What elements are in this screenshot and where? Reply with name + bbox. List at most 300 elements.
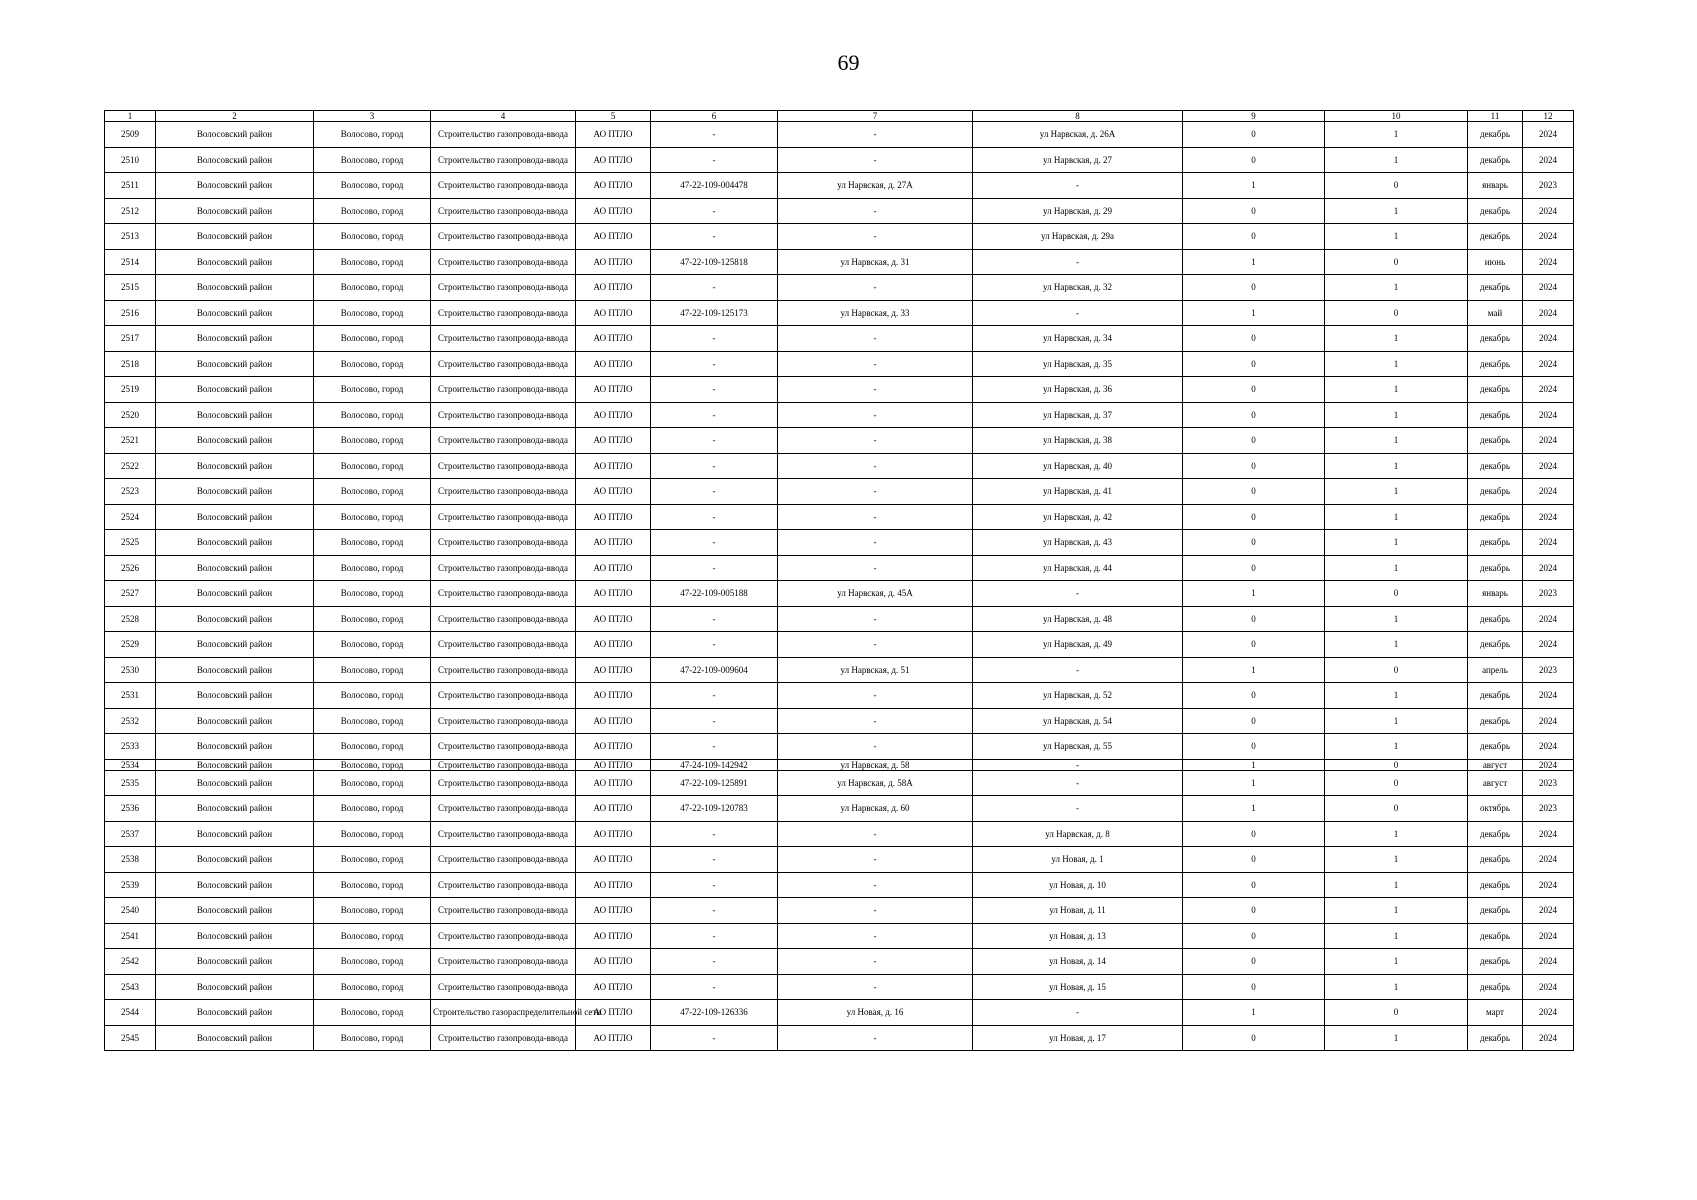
- cell-district: Волосовский район: [156, 377, 314, 403]
- cell-count-a: 1: [1183, 796, 1325, 822]
- cell-year: 2024: [1523, 1000, 1574, 1026]
- cell-settlement: Волосово, город: [314, 300, 431, 326]
- cell-count-a: 0: [1183, 949, 1325, 975]
- cell-object-address: -: [778, 147, 973, 173]
- cell-object-address: ул Нарвская, д. 58А: [778, 770, 973, 796]
- cell-work-type: Строительство газопровода-ввода: [431, 796, 576, 822]
- cell-organization: АО ПТЛО: [576, 1000, 651, 1026]
- table-row: [105, 923, 1574, 949]
- cell-row-number: 2521: [105, 428, 156, 454]
- cell-row-number: 2518: [105, 351, 156, 377]
- cell-cadastral-number: -: [651, 147, 778, 173]
- table-row: [105, 581, 1574, 607]
- cell-district: Волосовский район: [156, 351, 314, 377]
- cell-count-a: 1: [1183, 173, 1325, 199]
- cell-month: декабрь: [1468, 974, 1523, 1000]
- cell-cadastral-number: 47-22-109-009604: [651, 657, 778, 683]
- cell-count-a: 0: [1183, 708, 1325, 734]
- cell-district: Волосовский район: [156, 504, 314, 530]
- cell-organization: АО ПТЛО: [576, 708, 651, 734]
- cell-cadastral-number: -: [651, 453, 778, 479]
- cell-cadastral-number: -: [651, 949, 778, 975]
- cell-settlement: Волосово, город: [314, 632, 431, 658]
- cell-count-b: 1: [1325, 555, 1468, 581]
- cell-object-address: -: [778, 198, 973, 224]
- table-row: [105, 1025, 1574, 1051]
- header-row: [105, 111, 1574, 122]
- cell-district: Волосовский район: [156, 249, 314, 275]
- table-row: [105, 872, 1574, 898]
- cell-district: Волосовский район: [156, 949, 314, 975]
- cell-object-address: ул Нарвская, д. 58: [778, 759, 973, 770]
- cell-count-b: 0: [1325, 581, 1468, 607]
- cell-settlement: Волосово, город: [314, 796, 431, 822]
- cell-month: декабрь: [1468, 224, 1523, 250]
- cell-row-number: 2509: [105, 122, 156, 148]
- cell-organization: АО ПТЛО: [576, 581, 651, 607]
- cell-settlement: Волосово, город: [314, 453, 431, 479]
- cell-cadastral-number: -: [651, 632, 778, 658]
- cell-organization: АО ПТЛО: [576, 351, 651, 377]
- cell-count-b: 1: [1325, 1025, 1468, 1051]
- table-row: [105, 224, 1574, 250]
- cell-year: 2024: [1523, 504, 1574, 530]
- cell-row-number: 2519: [105, 377, 156, 403]
- cell-month: декабрь: [1468, 530, 1523, 556]
- cell-month: декабрь: [1468, 949, 1523, 975]
- cell-year: 2024: [1523, 974, 1574, 1000]
- cell-work-type: Строительство газопровода-ввода: [431, 300, 576, 326]
- cell-work-type: Строительство газопровода-ввода: [431, 759, 576, 770]
- cell-object-address: -: [778, 923, 973, 949]
- cell-count-b: 1: [1325, 275, 1468, 301]
- cell-district: Волосовский район: [156, 555, 314, 581]
- cell-settlement: Волосово, город: [314, 872, 431, 898]
- cell-district: Волосовский район: [156, 402, 314, 428]
- cell-row-number: 2510: [105, 147, 156, 173]
- cell-month: октябрь: [1468, 796, 1523, 822]
- table-row: [105, 147, 1574, 173]
- cell-count-a: 0: [1183, 504, 1325, 530]
- cell-count-a: 0: [1183, 821, 1325, 847]
- cell-row-number: 2516: [105, 300, 156, 326]
- cell-month: декабрь: [1468, 708, 1523, 734]
- cell-year: 2024: [1523, 530, 1574, 556]
- cell-year: 2024: [1523, 122, 1574, 148]
- cell-organization: АО ПТЛО: [576, 632, 651, 658]
- column-header-10: 10: [1325, 111, 1468, 122]
- cell-count-b: 1: [1325, 147, 1468, 173]
- cell-organization: АО ПТЛО: [576, 275, 651, 301]
- cell-work-type: Строительство газопровода-ввода: [431, 821, 576, 847]
- cell-district: Волосовский район: [156, 898, 314, 924]
- table-row: [105, 847, 1574, 873]
- table-row: [105, 555, 1574, 581]
- cell-month: декабрь: [1468, 198, 1523, 224]
- cell-month: декабрь: [1468, 326, 1523, 352]
- cell-work-type: Строительство газопровода-ввода: [431, 872, 576, 898]
- cell-organization: АО ПТЛО: [576, 759, 651, 770]
- cell-year: 2024: [1523, 847, 1574, 873]
- cell-connection-address: ул Нарвская, д. 40: [973, 453, 1183, 479]
- cell-row-number: 2523: [105, 479, 156, 505]
- cell-settlement: Волосово, город: [314, 683, 431, 709]
- cell-connection-address: ул Нарвская, д. 34: [973, 326, 1183, 352]
- cell-cadastral-number: -: [651, 847, 778, 873]
- cell-cadastral-number: -: [651, 326, 778, 352]
- cell-connection-address: ул Новая, д. 14: [973, 949, 1183, 975]
- cell-count-b: 1: [1325, 872, 1468, 898]
- table-row: [105, 796, 1574, 822]
- table-row: [105, 275, 1574, 301]
- cell-connection-address: ул Нарвская, д. 49: [973, 632, 1183, 658]
- cell-row-number: 2534: [105, 759, 156, 770]
- cell-connection-address: ул Новая, д. 17: [973, 1025, 1183, 1051]
- cell-row-number: 2528: [105, 606, 156, 632]
- cell-year: 2024: [1523, 198, 1574, 224]
- cell-count-a: 1: [1183, 249, 1325, 275]
- cell-object-address: -: [778, 504, 973, 530]
- cell-count-b: 0: [1325, 1000, 1468, 1026]
- cell-work-type: Строительство газопровода-ввода: [431, 974, 576, 1000]
- cell-work-type: Строительство газораспределительной сети: [431, 1000, 576, 1026]
- cell-count-a: 1: [1183, 300, 1325, 326]
- cell-year: 2024: [1523, 923, 1574, 949]
- cell-row-number: 2545: [105, 1025, 156, 1051]
- table-row: [105, 1000, 1574, 1026]
- cell-district: Волосовский район: [156, 173, 314, 199]
- cell-object-address: -: [778, 606, 973, 632]
- cell-row-number: 2517: [105, 326, 156, 352]
- cell-cadastral-number: -: [651, 198, 778, 224]
- table-row: [105, 606, 1574, 632]
- cell-row-number: 2522: [105, 453, 156, 479]
- cell-object-address: ул Нарвская, д. 27А: [778, 173, 973, 199]
- cell-work-type: Строительство газопровода-ввода: [431, 428, 576, 454]
- cell-month: декабрь: [1468, 479, 1523, 505]
- cell-connection-address: -: [973, 581, 1183, 607]
- cell-count-a: 0: [1183, 453, 1325, 479]
- cell-organization: АО ПТЛО: [576, 428, 651, 454]
- cell-count-a: 0: [1183, 872, 1325, 898]
- cell-object-address: -: [778, 1025, 973, 1051]
- cell-settlement: Волосово, город: [314, 606, 431, 632]
- cell-count-a: 1: [1183, 657, 1325, 683]
- cell-organization: АО ПТЛО: [576, 949, 651, 975]
- cell-connection-address: ул Новая, д. 15: [973, 974, 1183, 1000]
- cell-count-b: 1: [1325, 898, 1468, 924]
- page-number: 69: [837, 50, 860, 75]
- cell-count-b: 1: [1325, 453, 1468, 479]
- cell-settlement: Волосово, город: [314, 351, 431, 377]
- table-row: [105, 173, 1574, 199]
- cell-settlement: Волосово, город: [314, 708, 431, 734]
- column-header-5: 5: [576, 111, 651, 122]
- cell-count-a: 0: [1183, 275, 1325, 301]
- cell-count-a: 0: [1183, 530, 1325, 556]
- cell-settlement: Волосово, город: [314, 770, 431, 796]
- cell-object-address: -: [778, 974, 973, 1000]
- cell-row-number: 2538: [105, 847, 156, 873]
- cell-object-address: -: [778, 224, 973, 250]
- cell-count-a: 0: [1183, 734, 1325, 760]
- cell-row-number: 2511: [105, 173, 156, 199]
- cell-count-a: 1: [1183, 1000, 1325, 1026]
- cell-connection-address: ул Нарвская, д. 41: [973, 479, 1183, 505]
- cell-district: Волосовский район: [156, 923, 314, 949]
- cell-connection-address: ул Нарвская, д. 26А: [973, 122, 1183, 148]
- cell-connection-address: -: [973, 770, 1183, 796]
- cell-settlement: Волосово, город: [314, 657, 431, 683]
- cell-count-a: 0: [1183, 606, 1325, 632]
- cell-count-b: 1: [1325, 198, 1468, 224]
- cell-count-a: 0: [1183, 847, 1325, 873]
- cell-district: Волосовский район: [156, 122, 314, 148]
- cell-organization: АО ПТЛО: [576, 821, 651, 847]
- cell-count-a: 0: [1183, 377, 1325, 403]
- cell-count-b: 1: [1325, 351, 1468, 377]
- cell-organization: АО ПТЛО: [576, 453, 651, 479]
- cell-district: Волосовский район: [156, 479, 314, 505]
- cell-count-b: 1: [1325, 479, 1468, 505]
- cell-settlement: Волосово, город: [314, 734, 431, 760]
- cell-year: 2023: [1523, 657, 1574, 683]
- cell-settlement: Волосово, город: [314, 847, 431, 873]
- cell-connection-address: ул Нарвская, д. 37: [973, 402, 1183, 428]
- cell-organization: АО ПТЛО: [576, 898, 651, 924]
- cell-organization: АО ПТЛО: [576, 377, 651, 403]
- cell-work-type: Строительство газопровода-ввода: [431, 147, 576, 173]
- cell-object-address: -: [778, 949, 973, 975]
- cell-settlement: Волосово, город: [314, 249, 431, 275]
- cell-count-a: 0: [1183, 974, 1325, 1000]
- cell-year: 2024: [1523, 683, 1574, 709]
- column-header-7: 7: [778, 111, 973, 122]
- cell-row-number: 2514: [105, 249, 156, 275]
- cell-district: Волосовский район: [156, 796, 314, 822]
- cell-count-b: 1: [1325, 122, 1468, 148]
- cell-month: декабрь: [1468, 147, 1523, 173]
- cell-district: Волосовский район: [156, 657, 314, 683]
- cell-settlement: Волосово, город: [314, 479, 431, 505]
- cell-work-type: Строительство газопровода-ввода: [431, 898, 576, 924]
- cell-connection-address: -: [973, 300, 1183, 326]
- cell-cadastral-number: 47-22-109-125891: [651, 770, 778, 796]
- cell-row-number: 2520: [105, 402, 156, 428]
- cell-object-address: -: [778, 683, 973, 709]
- cell-organization: АО ПТЛО: [576, 530, 651, 556]
- cell-district: Волосовский район: [156, 581, 314, 607]
- cell-count-a: 0: [1183, 326, 1325, 352]
- table-row: [105, 479, 1574, 505]
- table-row: [105, 632, 1574, 658]
- cell-settlement: Волосово, город: [314, 326, 431, 352]
- cell-row-number: 2524: [105, 504, 156, 530]
- cell-work-type: Строительство газопровода-ввода: [431, 632, 576, 658]
- table-row: [105, 326, 1574, 352]
- cell-row-number: 2535: [105, 770, 156, 796]
- table-row: [105, 351, 1574, 377]
- cell-cadastral-number: -: [651, 504, 778, 530]
- cell-object-address: -: [778, 122, 973, 148]
- cell-row-number: 2525: [105, 530, 156, 556]
- table-row: [105, 198, 1574, 224]
- cell-settlement: Волосово, город: [314, 147, 431, 173]
- cell-cadastral-number: 47-22-109-120783: [651, 796, 778, 822]
- cell-organization: АО ПТЛО: [576, 300, 651, 326]
- cell-count-a: 1: [1183, 759, 1325, 770]
- cell-year: 2023: [1523, 173, 1574, 199]
- cell-month: декабрь: [1468, 847, 1523, 873]
- cell-settlement: Волосово, город: [314, 923, 431, 949]
- cell-year: 2024: [1523, 898, 1574, 924]
- cell-year: 2024: [1523, 326, 1574, 352]
- column-header-11: 11: [1468, 111, 1523, 122]
- cell-object-address: ул Нарвская, д. 51: [778, 657, 973, 683]
- cell-organization: АО ПТЛО: [576, 847, 651, 873]
- table-row: [105, 530, 1574, 556]
- cell-row-number: 2533: [105, 734, 156, 760]
- cell-connection-address: ул Нарвская, д. 43: [973, 530, 1183, 556]
- cell-settlement: Волосово, город: [314, 275, 431, 301]
- cell-cadastral-number: 47-24-109-142942: [651, 759, 778, 770]
- cell-district: Волосовский район: [156, 428, 314, 454]
- cell-count-a: 0: [1183, 428, 1325, 454]
- cell-cadastral-number: -: [651, 1025, 778, 1051]
- cell-row-number: 2544: [105, 1000, 156, 1026]
- cell-object-address: -: [778, 708, 973, 734]
- cell-work-type: Строительство газопровода-ввода: [431, 555, 576, 581]
- cell-work-type: Строительство газопровода-ввода: [431, 224, 576, 250]
- cell-year: 2023: [1523, 770, 1574, 796]
- cell-row-number: 2542: [105, 949, 156, 975]
- cell-year: 2024: [1523, 949, 1574, 975]
- cell-count-b: 1: [1325, 923, 1468, 949]
- cell-month: декабрь: [1468, 555, 1523, 581]
- cell-count-b: 1: [1325, 683, 1468, 709]
- cell-organization: АО ПТЛО: [576, 224, 651, 250]
- cell-settlement: Волосово, город: [314, 974, 431, 1000]
- cell-work-type: Строительство газопровода-ввода: [431, 326, 576, 352]
- cell-cadastral-number: 47-22-109-005188: [651, 581, 778, 607]
- cell-settlement: Волосово, город: [314, 898, 431, 924]
- cell-cadastral-number: -: [651, 708, 778, 734]
- cell-cadastral-number: -: [651, 428, 778, 454]
- table-row: [105, 657, 1574, 683]
- cell-row-number: 2530: [105, 657, 156, 683]
- cell-organization: АО ПТЛО: [576, 1025, 651, 1051]
- cell-district: Волосовский район: [156, 1025, 314, 1051]
- cell-count-b: 1: [1325, 821, 1468, 847]
- cell-cadastral-number: -: [651, 821, 778, 847]
- cell-object-address: -: [778, 632, 973, 658]
- cell-row-number: 2513: [105, 224, 156, 250]
- cell-year: 2024: [1523, 734, 1574, 760]
- cell-organization: АО ПТЛО: [576, 173, 651, 199]
- cell-object-address: -: [778, 898, 973, 924]
- cell-district: Волосовский район: [156, 530, 314, 556]
- cell-count-a: 0: [1183, 351, 1325, 377]
- cell-district: Волосовский район: [156, 872, 314, 898]
- cell-count-a: 1: [1183, 770, 1325, 796]
- cell-connection-address: ул Нарвская, д. 52: [973, 683, 1183, 709]
- cell-district: Волосовский район: [156, 759, 314, 770]
- column-header-2: 2: [156, 111, 314, 122]
- cell-district: Волосовский район: [156, 453, 314, 479]
- cell-count-a: 0: [1183, 1025, 1325, 1051]
- cell-count-a: 0: [1183, 147, 1325, 173]
- cell-count-b: 1: [1325, 606, 1468, 632]
- cell-settlement: Волосово, город: [314, 402, 431, 428]
- cell-work-type: Строительство газопровода-ввода: [431, 1025, 576, 1051]
- cell-district: Волосовский район: [156, 708, 314, 734]
- cell-connection-address: ул Новая, д. 13: [973, 923, 1183, 949]
- cell-organization: АО ПТЛО: [576, 974, 651, 1000]
- cell-month: март: [1468, 1000, 1523, 1026]
- cell-organization: АО ПТЛО: [576, 606, 651, 632]
- table-row: [105, 249, 1574, 275]
- cell-district: Волосовский район: [156, 683, 314, 709]
- cell-object-address: -: [778, 847, 973, 873]
- cell-year: 2024: [1523, 147, 1574, 173]
- cell-row-number: 2531: [105, 683, 156, 709]
- cell-work-type: Строительство газопровода-ввода: [431, 402, 576, 428]
- cell-count-b: 0: [1325, 249, 1468, 275]
- cell-count-a: 0: [1183, 479, 1325, 505]
- table-row: [105, 949, 1574, 975]
- cell-work-type: Строительство газопровода-ввода: [431, 530, 576, 556]
- cell-connection-address: ул Нарвская, д. 54: [973, 708, 1183, 734]
- cell-settlement: Волосово, город: [314, 555, 431, 581]
- cell-year: 2024: [1523, 759, 1574, 770]
- cell-year: 2024: [1523, 821, 1574, 847]
- cell-month: декабрь: [1468, 402, 1523, 428]
- cell-row-number: 2543: [105, 974, 156, 1000]
- cell-month: декабрь: [1468, 1025, 1523, 1051]
- cell-work-type: Строительство газопровода-ввода: [431, 770, 576, 796]
- cell-object-address: -: [778, 872, 973, 898]
- cell-work-type: Строительство газопровода-ввода: [431, 275, 576, 301]
- cell-district: Волосовский район: [156, 1000, 314, 1026]
- cell-organization: АО ПТЛО: [576, 198, 651, 224]
- cell-cadastral-number: 47-22-109-125173: [651, 300, 778, 326]
- cell-row-number: 2540: [105, 898, 156, 924]
- cell-row-number: 2532: [105, 708, 156, 734]
- cell-count-a: 0: [1183, 632, 1325, 658]
- cell-year: 2023: [1523, 581, 1574, 607]
- column-header-9: 9: [1183, 111, 1325, 122]
- table-row: [105, 708, 1574, 734]
- cell-settlement: Волосово, город: [314, 581, 431, 607]
- cell-cadastral-number: 47-22-109-126336: [651, 1000, 778, 1026]
- cell-organization: АО ПТЛО: [576, 122, 651, 148]
- cell-district: Волосовский район: [156, 300, 314, 326]
- cell-row-number: 2515: [105, 275, 156, 301]
- cell-count-a: 0: [1183, 923, 1325, 949]
- cell-connection-address: -: [973, 1000, 1183, 1026]
- cell-connection-address: ул Нарвская, д. 29: [973, 198, 1183, 224]
- cell-count-b: 0: [1325, 657, 1468, 683]
- cell-organization: АО ПТЛО: [576, 734, 651, 760]
- cell-cadastral-number: -: [651, 479, 778, 505]
- cell-row-number: 2529: [105, 632, 156, 658]
- cell-object-address: ул Новая, д. 16: [778, 1000, 973, 1026]
- cell-cadastral-number: -: [651, 734, 778, 760]
- cell-row-number: 2536: [105, 796, 156, 822]
- cell-settlement: Волосово, город: [314, 173, 431, 199]
- table-row: [105, 402, 1574, 428]
- table-row: [105, 453, 1574, 479]
